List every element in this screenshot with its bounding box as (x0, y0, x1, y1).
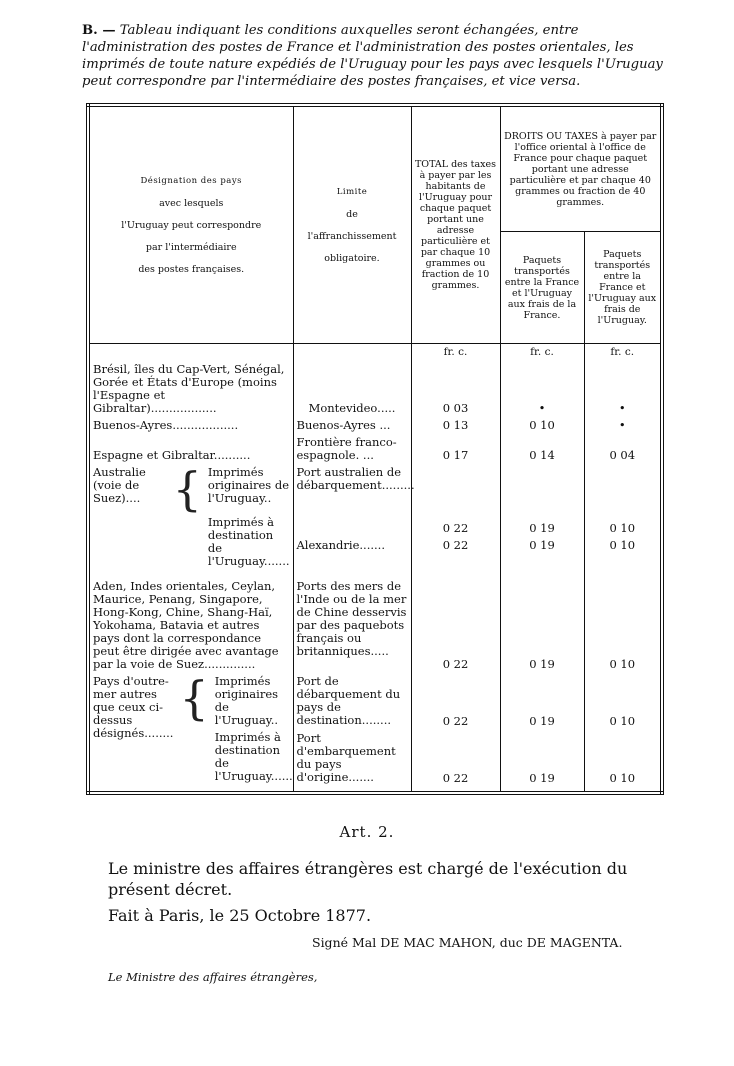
heading-label: B. — (82, 23, 116, 38)
france-cell: 0 19 (500, 673, 584, 730)
header-uruguay: Paquets transportés entre la France et l'Uruguay aux frais de l'Uruguay. (584, 232, 662, 344)
total-cell: 0 17 (411, 434, 500, 464)
heading-text: Tableau indiquant les conditions auxquelles seront échangées, entre l'administration des postes de France et l'administration des postes orientales, les imprimés de toute nature expédiés de l'Uruguay pour les pays avec lesquels l'Uruguay peut correspondre par l'intermédiaire des postes françaises, et vice versa. (82, 23, 663, 89)
total-cell: 0 22 (411, 537, 500, 578)
unit-uruguay: fr. c. (584, 344, 662, 362)
unit-empty (293, 344, 411, 362)
table-row (88, 578, 662, 673)
rates-table (86, 103, 664, 795)
france-cell: 0 19 (500, 578, 584, 673)
limit-cell: Port de débarquement du pays de destination........ (293, 673, 411, 730)
brace-icon: { (172, 462, 202, 516)
minister-line: Le Ministre des affaires étrangères, (108, 970, 318, 984)
unit-empty (88, 344, 293, 362)
uruguay-cell: 0 10 (584, 464, 662, 537)
sub-label: Imprimés à destination de l'Uruguay....... (207, 515, 290, 568)
country-cell: Espagne et Gibraltar.......... (93, 448, 251, 462)
australia-group (90, 464, 293, 578)
total-cell: 0 03 (411, 361, 500, 417)
header-total: TOTAL des taxes à payer par les habitants de l'Uruguay pour chaque paquet portant une adresse particulière et par chaque 10 grammes ou fraction de 10 grammes. (411, 105, 500, 344)
table-row (88, 673, 662, 730)
article-paragraph: Le ministre des affaires étrangères est chargé de l'exécution du présent décret. (108, 859, 628, 899)
france-cell: 0 14 (500, 434, 584, 464)
total-cell: 0 22 (411, 673, 500, 730)
country-cell: Buenos-Ayres.................. (93, 418, 239, 432)
france-cell: 0 10 (500, 417, 584, 434)
total-cell: 0 22 (411, 730, 500, 793)
uruguay-cell: • (584, 361, 662, 417)
limit-cell: Ports des mers de l'Inde ou de la mer de Chine desservis par des paquebots français ou britanniques..... (293, 578, 411, 673)
overseas-group (90, 673, 296, 791)
header-france: Paquets transportés entre la France et l'Uruguay aux frais de la France. (500, 232, 584, 344)
limit-cell: Frontière franco-espagnole. ... (293, 434, 411, 464)
france-cell: 0 19 (500, 464, 584, 537)
limit-cell: Alexandrie....... (293, 537, 411, 578)
sub-label: Imprimés originaires de l'Uruguay.. (214, 674, 279, 727)
country-cell: Brésil, îles du Cap-Vert, Sénégal, Gorée et États d'Europe (moins l'Espagne et Gibraltar).................. (93, 362, 285, 415)
header-designation: Désignation des pays avec lesquels l'Uruguay peut correspondre par l'intermédiaire des postes françaises. (88, 105, 293, 344)
france-cell: • (500, 361, 584, 417)
table-row (88, 361, 662, 417)
country-cell (88, 464, 293, 578)
france-cell: 0 19 (500, 730, 584, 793)
uruguay-cell: 0 10 (584, 673, 662, 730)
total-cell: 0 22 (411, 464, 500, 537)
limit-cell: Montevideo..... (293, 361, 411, 417)
limit-cell: Buenos-Ayres ... (293, 417, 411, 434)
uruguay-cell: 0 10 (584, 578, 662, 673)
france-cell: 0 19 (500, 537, 584, 578)
header-limite: Limite de l'affranchissement obligatoire. (293, 105, 411, 344)
table-heading (82, 22, 682, 90)
total-cell: 0 13 (411, 417, 500, 434)
sub-label: Imprimés originaires de l'Uruguay.. (207, 465, 289, 505)
unit-total: fr. c. (411, 344, 500, 362)
sub-label: Imprimés à destination de l'Uruguay...... (214, 730, 293, 783)
article-title: Art. 2. (339, 823, 395, 841)
total-cell: 0 22 (411, 578, 500, 673)
uruguay-cell: 0 10 (584, 730, 662, 793)
uruguay-cell: 0 10 (584, 537, 662, 578)
decree-date: Fait à Paris, le 25 Octobre 1877. (108, 906, 372, 925)
country-label: Australie (voie de Suez).... (93, 465, 146, 505)
table-row (88, 417, 662, 434)
limit-cell: Port d'embarquement du pays d'origine....... (293, 730, 411, 793)
header-droits: DROITS OU TAXES à payer par l'office oriental à l'office de France pour chaque paquet portant une adresse particulière et par chaque 40 grammes ou fraction de 40 grammes. (500, 105, 662, 232)
signature: Signé Mal DE MAC MAHON, duc DE MAGENTA. (312, 935, 623, 950)
limit-cell: Port australien de débarquement......... (293, 464, 411, 537)
brace-icon: { (179, 671, 209, 725)
uruguay-cell: • (584, 417, 662, 434)
country-cell (88, 673, 293, 793)
table-row (88, 464, 662, 537)
country-label: Pays d'outre-mer autres que ceux ci-dessus désignés........ (93, 674, 174, 740)
country-cell: Aden, Indes orientales, Ceylan, Maurice, Penang, Singapore, Hong-Kong, Chine, Shang-Haï, Yokohama, Batavia et autres pays dont la correspondance peut être dirigée avec avantage par la voie de Suez.............. (93, 579, 279, 671)
uruguay-cell: 0 04 (584, 434, 662, 464)
unit-france: fr. c. (500, 344, 584, 362)
table-row (88, 434, 662, 464)
